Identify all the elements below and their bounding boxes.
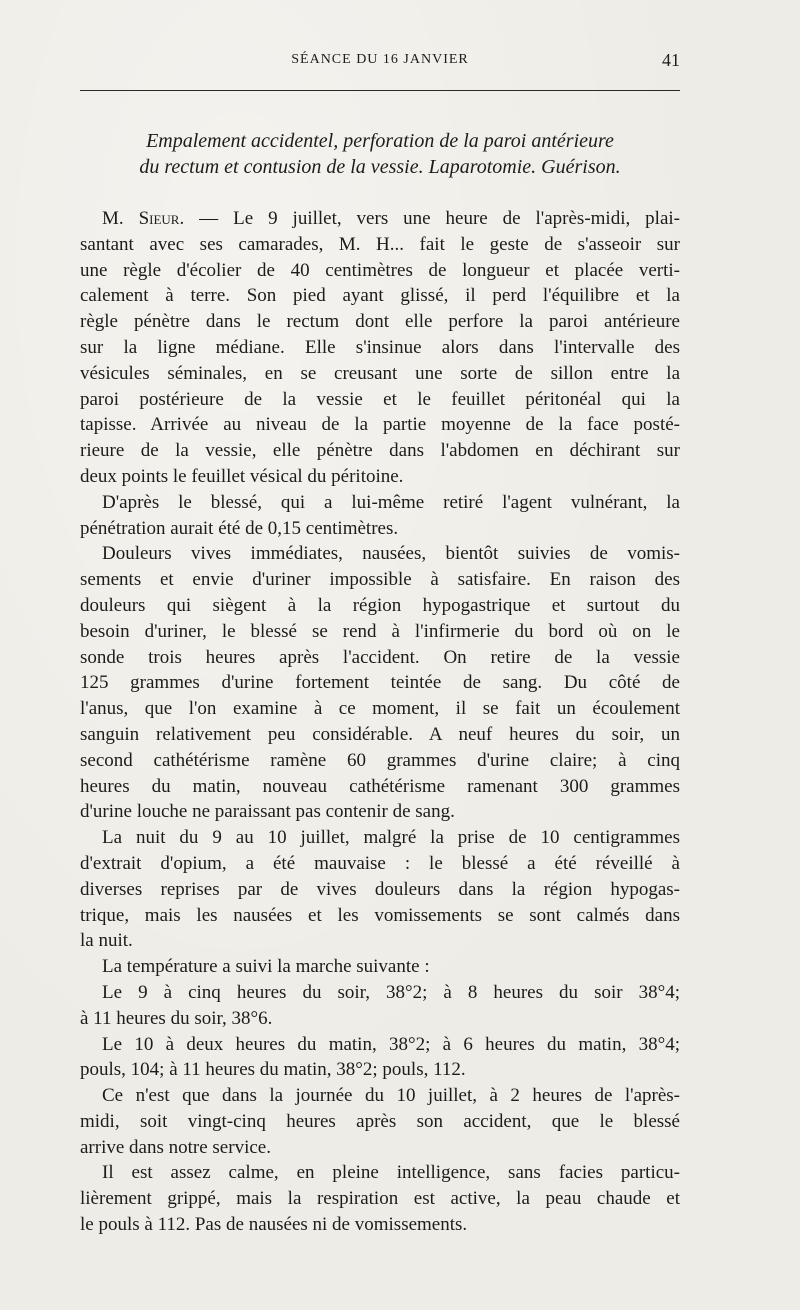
body-line: règle pénètre dans le rectum dont elle perfore la paroi antérieure — [80, 311, 680, 333]
body-line: Ce n'est que dans la journée du 10 juillet, à 2 heures de l'après- — [102, 1085, 680, 1107]
body-line: arrive dans notre service. — [80, 1136, 271, 1158]
body-line: sanguin relativement peu considérable. A neuf heures du soir, un — [80, 723, 680, 745]
header-rule — [80, 90, 680, 91]
body-line: Il est assez calme, en pleine intelligence, sans facies particu- — [102, 1162, 680, 1184]
body-line: besoin d'uriner, le blessé se rend à l'infirmerie du bord où on le — [80, 620, 680, 642]
body-text — [80, 206, 680, 1238]
body-line: tapisse. Arrivée au niveau de la partie moyenne de la face posté- — [80, 414, 680, 436]
body-line: diverses reprises par de vives douleurs dans la région hypogas- — [80, 878, 680, 900]
body-line: second cathétérisme ramène 60 grammes d'urine claire; à cinq — [80, 749, 680, 771]
body-line: la nuit. — [80, 930, 133, 952]
running-header — [80, 50, 680, 72]
author-name: M. Sieur. — [102, 208, 185, 229]
body-line: lièrement grippé, mais la respiration est active, la peau chaude et — [80, 1188, 680, 1210]
body-line: sur la ligne médiane. Elle s'insinue alors dans l'intervalle des — [80, 336, 680, 358]
body-line: vésicules séminales, en se creusant une sorte de sillon entre la — [80, 362, 680, 384]
body-line: 125 grammes d'urine fortement teintée de sang. Du côté de — [80, 672, 680, 694]
article-title-line-1: Empalement accidentel, perforation de la paroi antérieure — [146, 130, 614, 152]
body-line: deux points le feuillet vésical du péritoine. — [80, 465, 404, 487]
article-title-line-2: du rectum et contusion de la vessie. Laparotomie. Guérison. — [139, 156, 621, 178]
body-line: calement à terre. Son pied ayant glissé, il perd l'équilibre et la — [80, 285, 680, 307]
body-line: sements et envie d'uriner impossible à satisfaire. En raison des — [80, 569, 680, 591]
body-line: à 11 heures du soir, 38°6. — [80, 1007, 273, 1029]
body-line: Douleurs vives immédiates, nausées, bientôt suivies de vomis- — [102, 543, 680, 565]
body-line: d'extrait d'opium, a été mauvaise : le blessé a été réveillé à — [80, 852, 680, 874]
body-line: l'anus, que l'on examine à ce moment, il se fait un écoulement — [80, 698, 680, 720]
body-line: heures du matin, nouveau cathétérisme ramenant 300 grammes — [80, 775, 680, 797]
body-line: Le 10 à deux heures du matin, 38°2; à 6 heures du matin, 38°4; — [102, 1033, 680, 1055]
running-title: SÉANCE DU 16 JANVIER — [291, 52, 469, 67]
body-line: midi, soit vingt-cinq heures après son accident, que le blessé — [80, 1110, 680, 1132]
body-line: d'urine louche ne paraissant pas contenir de sang. — [80, 801, 455, 823]
body-line: pouls, 104; à 11 heures du matin, 38°2; pouls, 112. — [80, 1059, 466, 1081]
body-line: paroi postérieure de la vessie et le feuillet péritonéal qui la — [80, 388, 680, 410]
article-title — [80, 128, 680, 180]
body-line — [80, 206, 680, 232]
body-line: La nuit du 9 au 10 juillet, malgré la prise de 10 centigrammes — [102, 827, 680, 849]
body-line: douleurs qui siègent à la région hypogastrique et surtout du — [80, 594, 680, 616]
body-line: Le 9 à cinq heures du soir, 38°2; à 8 heures du soir 38°4; — [102, 981, 680, 1003]
body-line: une règle d'écolier de 40 centimètres de longueur et placée verti- — [80, 259, 680, 281]
body-line: santant avec ses camarades, M. H... fait le geste de s'asseoir sur — [80, 233, 680, 255]
body-line-text: — Le 9 juillet, vers une heure de l'après-midi, plai- — [184, 208, 680, 229]
page-number: 41 — [662, 50, 680, 70]
body-line: le pouls à 112. Pas de nausées ni de vomissements. — [80, 1214, 468, 1236]
body-line: sonde trois heures après l'accident. On retire de la vessie — [80, 646, 680, 668]
body-line: trique, mais les nausées et les vomissements se sont calmés dans — [80, 904, 680, 926]
body-line: rieure de la vessie, elle pénètre dans l'abdomen en déchirant sur — [80, 440, 680, 462]
body-line: La température a suivi la marche suivante : — [102, 956, 430, 978]
body-line: pénétration aurait été de 0,15 centimètres. — [80, 517, 399, 539]
body-line: D'après le blessé, qui a lui-même retiré l'agent vulnérant, la — [102, 491, 680, 513]
